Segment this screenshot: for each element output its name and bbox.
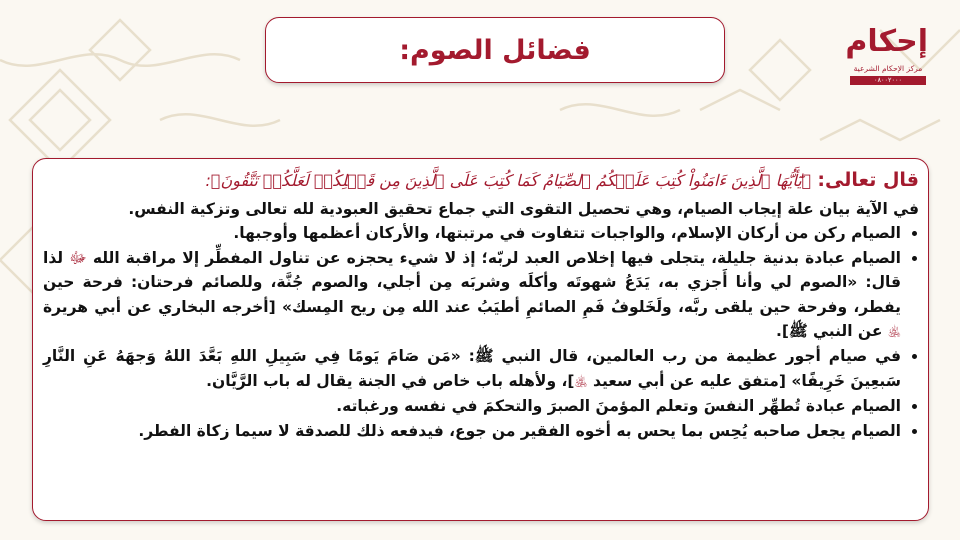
point-text: في صيام أجور عظيمة من رب العالمين، قال النبي ﷺ: «مَن صَامَ يَومًا فِي سَبِيلِ اللهِ بَعَّدَ اللهُ وَجهَهُ عَنِ النَّارِ سَبعِينَ خَرِيفًا» [متفق عليه عن أبي سعيد <box>43 347 901 390</box>
logo-name: إحكام <box>845 24 928 59</box>
content-panel <box>32 158 929 521</box>
verse-intro: قال تعالى: <box>817 169 919 191</box>
logo-subtitle: مركز الإحكام الشرعية <box>853 64 923 73</box>
point-text-continued: ]، ولأهله باب خاص في الجنة يقال له باب الرَّيَّان. <box>206 371 575 390</box>
list-item <box>43 419 901 443</box>
point-text: الصيام عبادة تُطهِّر النفسَ وتعلم المؤمنَ الصبرَ والتحكمَ في نفسه ورغباته. <box>336 397 901 416</box>
quran-verse: ﴿يَٰٓأَيُّهَا ٱلَّذِينَ ءَامَنُواْ كُتِبَ عَلَيۡكُمُ ٱلصِّيَامُ كَمَا كُتِبَ عَلَى ٱلَّذِينَ مِن قَبۡلِكُمۡ لَعَلَّكُمۡ تَتَّقُونَ﴾: <box>205 171 812 190</box>
list-item <box>43 246 901 345</box>
list-item <box>43 394 901 418</box>
point-text: الصيام يجعل صاحبه يُحِس بما يحس به أخوه الفقير من جوع، فيدفعه ذلك للصدقة لا سيما زكاة الفطر. <box>138 421 901 440</box>
radi-allahu-anhu-symbol: ﵁ <box>574 374 588 389</box>
ihkam-logo <box>845 20 928 100</box>
list-item <box>43 344 901 394</box>
list-item <box>43 221 901 245</box>
point-text: الصيام عبادة بدنية جليلة، يتجلى فيها إخلاص العبد لربّه؛ إذ لا شيء يحجزه عن تناول المفطِّر إلا مراقبة الله <box>92 248 901 267</box>
jalla-jalaluhu-symbol: ﷻ <box>69 248 87 267</box>
hadith-text: لذا قال: «الصوم لي وأنا أَجزي به، يَدَعُ شهوتَه وأكلَه وشربَه مِن أجلي، والصوم جُنَّة، وللصائم فرحتان: فرحة حين يفطر، وفرحة حين يلقى ربَّه، ولَخَلوفُ فَمِ الصائمِ أطيَبُ عند الله مِن ريح المِسك» [أخرجه البخاري عن أبي هريرة <box>43 248 901 316</box>
logo-ribbon: ٠٨٠٠٢٠٠٠ <box>850 76 926 85</box>
intro-paragraph: في الآية بيان علة إيجاب الصيام، وهي تحصيل التقوى التي جماع تحقيق العبودية لله تعالى وتزكية النفس. <box>128 200 919 218</box>
hadith-source: عن النبي ﷺ]. <box>775 322 883 341</box>
point-text: الصيام ركن من أركان الإسلام، والواجبات تتفاوت في مرتبتها، والأركان أعظمها وأوجبها. <box>233 224 901 243</box>
verse-line <box>43 165 919 197</box>
page-title: فضائل الصوم: <box>399 34 591 66</box>
radi-allahu-anhu-symbol: ﵁ <box>887 325 901 340</box>
virtues-list <box>43 221 919 443</box>
title-box <box>265 17 725 83</box>
